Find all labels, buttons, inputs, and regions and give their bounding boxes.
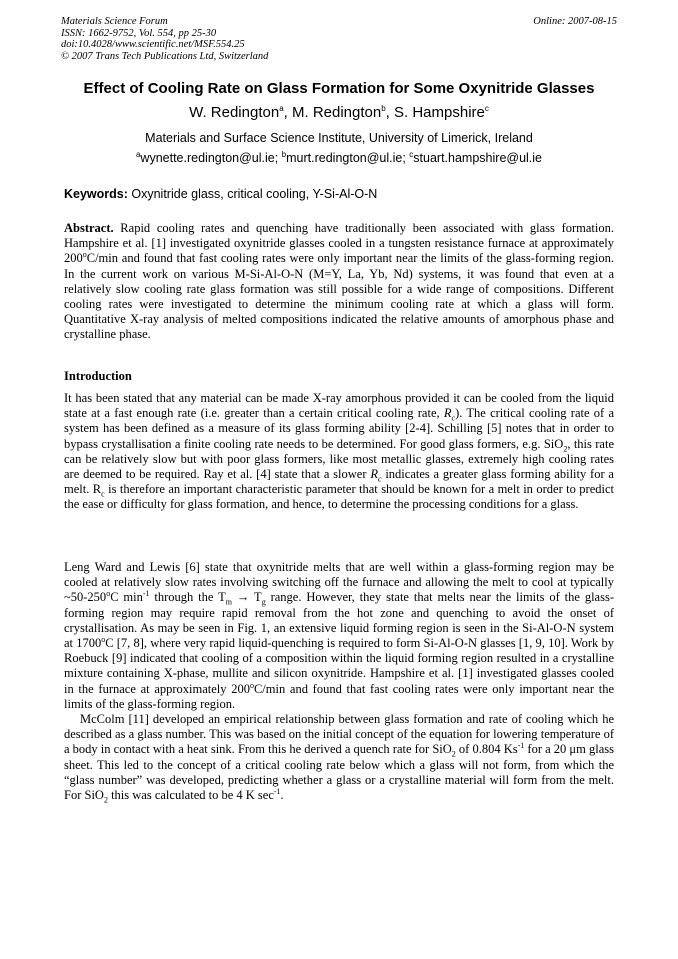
doi-line: doi:10.4028/www.scientific.net/MSF.554.25 — [61, 39, 245, 51]
copyright-line: © 2007 Trans Tech Publications Ltd, Switzerland — [61, 50, 269, 62]
abstract-text: C/min and found that fast cooling rates were only important near the limits of the glass-forming region. In the current work on various M-Si-Al-O-N (M=Y, La, Yb, Nd) systems, it was found that even at a relatively slow cooling rate glass formation was still possible for a wide range of compositions. Different cooling rates were investigated to determine the minimum cooling rate at which a glass will form. Quantitative X-ray analysis of melted compositions indicated the relative amounts of amorphous phase and crystalline phase. — [64, 251, 614, 342]
author-mark: a — [279, 104, 284, 113]
email-separator: ; — [274, 151, 282, 165]
subscript-2: 2 — [563, 444, 568, 454]
subscript-2: 2 — [103, 795, 108, 805]
degree-mark: o — [101, 634, 106, 644]
email-address[interactable]: stuart.hampshire@ul.ie — [413, 151, 543, 165]
intro-paragraph-2 — [64, 560, 614, 712]
email-separator: ; — [402, 151, 410, 165]
author-mark: c — [484, 104, 489, 113]
paragraph-text: . — [280, 788, 284, 803]
paragraph-text: It has been stated that any material can be made X-ray amorphous provided it can be cooled from the liquid state at a fast enough rate (i.e. greater than a certain critical cooling rate, — [64, 391, 614, 421]
author-mark: b — [381, 104, 386, 113]
paragraph-text: , this rate can be relatively slow but with poor glass formers, like most metallic glasses, extremely high cooling rates are deemed to be required. Ray et al. [4] state that a slower — [64, 436, 615, 482]
paragraph-text: is therefore an important characteristic parameter that should be known for a melt in order to predict the ease or difficulty for glass formation, and hence, to determine the processing conditions for a glass. — [64, 482, 614, 512]
superscript-minus-1: -1 — [142, 589, 150, 599]
journal-name: Materials Science Forum — [61, 16, 168, 27]
paragraph-text: range. However, they state that melts near the limits of the glass-forming region may require rapid removal from the hot zone and quenching to avoid the onset of crystallisation. As may be seen in Fig. 1, an extensive liquid forming region is seen in the Si-Al-O-N system at 1700 — [64, 590, 614, 651]
paragraph-text: Leng Ward and Lewis [6] state that oxynitride melts that are well within a glass-forming region may be cooled at relatively slow rates involving switching off the furnace and allowing the melt to cool at typically ~50-250 — [64, 560, 614, 605]
keywords — [64, 187, 620, 202]
subscript-c: c — [451, 413, 456, 423]
paragraph-text: → T — [232, 590, 262, 605]
journal-header — [61, 16, 617, 62]
degree-mark: o — [249, 680, 254, 690]
abstract-label: Abstract. — [64, 221, 114, 235]
author-name: M. Redington — [291, 104, 382, 121]
email-mark: c — [409, 149, 414, 159]
paragraph-text: C min — [110, 590, 143, 605]
author-separator: , — [385, 104, 394, 121]
subscript-g: g — [261, 597, 266, 607]
author-name: S. Hampshire — [394, 104, 485, 121]
subscript-m: m — [225, 597, 232, 607]
paper-title: Effect of Cooling Rate on Glass Formation for Some Oxynitride Glasses — [83, 80, 595, 97]
subscript-2: 2 — [451, 749, 456, 759]
paragraph-text: of 0.804 Ks — [455, 742, 518, 757]
issn-line: ISSN: 1662-9752, Vol. 554, pp 25-30 — [61, 27, 217, 39]
paragraph-text: McColm [11] developed an empirical relationship between glass formation and rate of cooling which he described as a glass number. This was based on the initial concept of the equation for lowering temperature of a body in contact with a heat sink. From this he derived a quench rate for SiO — [64, 712, 614, 757]
paragraph-text: indicates a greater glass forming ability for a melt. R — [64, 467, 614, 497]
paragraph-text: through the T — [149, 590, 226, 605]
paragraph-text: C/min and found that fast cooling rates were only important near the limits of the glass-forming region. — [64, 681, 614, 711]
author-separator: , — [283, 104, 292, 121]
degree-mark: o — [82, 250, 87, 260]
intro-paragraph-1 — [64, 391, 614, 513]
email-mark: b — [281, 149, 287, 159]
affiliation: Materials and Surface Science Institute, University of Limerick, Ireland — [145, 131, 533, 145]
subscript-c: c — [377, 474, 382, 484]
paragraph-text: ). The critical cooling rate of a system has been defined as a measure of its glass forming ability [2-4]. Schilling [5] notes that in order to bypass crystallisation a finite cooling rate needs to be determined. For good glass formers, e.g. SiO — [64, 406, 614, 451]
email-address[interactable]: wynette.redington@ul.ie — [140, 151, 275, 165]
email-mark: a — [135, 149, 141, 159]
keywords-text: Oxynitride glass, critical cooling, Y-Si-Al-O-N — [127, 187, 378, 201]
paragraph-text: C [7, 8], where very rapid liquid-quenching is required to form Si-Al-O-N glasses [1, 9, 10]. Work by Roebuck [9] indicated that cooling of a composition within the liquid forming region resulted in a crystalline mixture containing X-phase, mullite and silicon oxynitride. Hampshire et al. [1] investigated glasses cooled in the furnace at approximately 200 — [64, 636, 614, 696]
author-name: W. Redington — [189, 104, 280, 121]
author-list — [40, 104, 638, 122]
abstract-text: Rapid cooling rates and quenching have traditionally been associated with glass formation. Hampshire et al. [1] investigated oxynitride glasses cooled in a tungsten resistance furnace at approximately 200 — [64, 221, 614, 266]
abstract-paragraph — [64, 221, 614, 343]
subscript-c: c — [101, 489, 105, 499]
superscript-minus-1: -1 — [273, 786, 281, 796]
online-date: Online: 2007-08-15 — [533, 16, 617, 27]
paragraph-text: for a 20 μm glass sheet. This led to the concept of a critical cooling rate below which a glass will not form, from which the “glass number” was developed, predicting whether a glass or a crystalline material will form from the melt. For SiO — [64, 742, 614, 803]
email-list — [40, 151, 638, 166]
section-heading-introduction: Introduction — [64, 369, 132, 383]
symbol-r: R — [443, 406, 452, 421]
degree-mark: o — [106, 589, 111, 599]
symbol-r: R — [370, 467, 378, 482]
superscript-minus-1: -1 — [517, 741, 525, 751]
email-address[interactable]: murt.redington@ul.ie — [286, 151, 403, 165]
paragraph-text: this was calculated to be 4 K sec — [107, 788, 274, 803]
keywords-label: Keywords: — [64, 187, 128, 201]
intro-paragraph-3 — [64, 712, 614, 803]
